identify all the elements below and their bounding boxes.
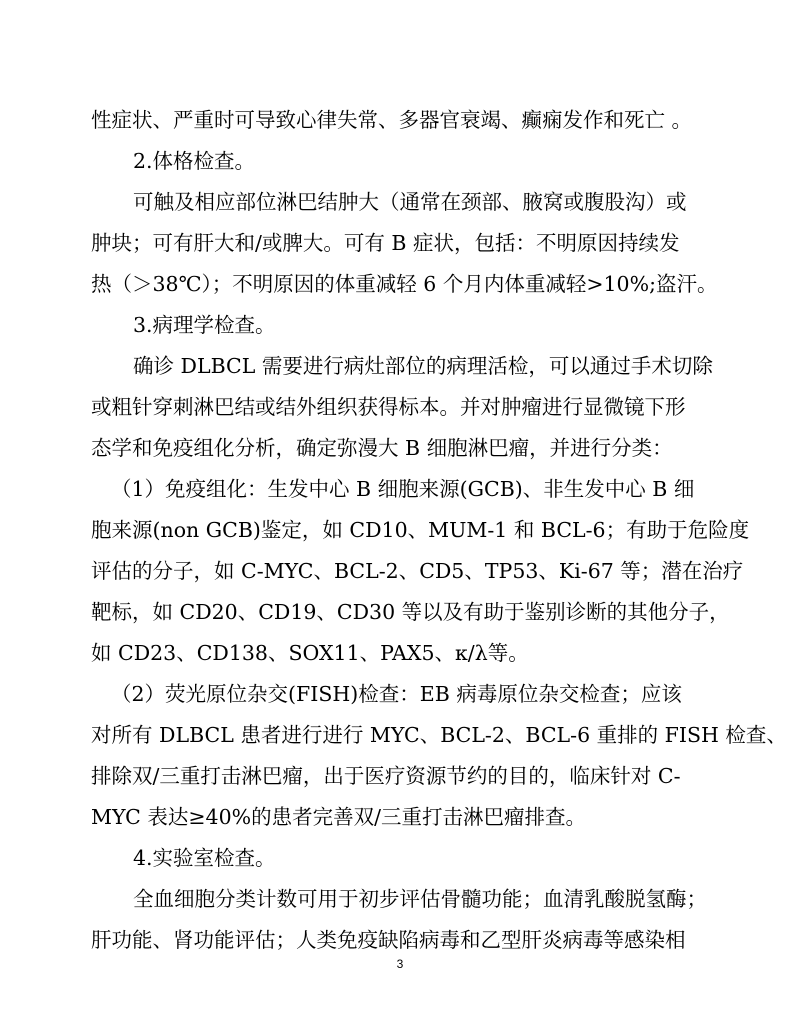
text-line: 胞来源(non GCB)鉴定，如 CD10、MUM-1 和 BCL-6；有助于危险度	[91, 518, 750, 542]
text-line: （1）免疫组化：生发中心 B 细胞来源(GCB)、非生发中心 B 细	[111, 477, 695, 501]
text-line: 排除双/三重打击淋巴瘤，出于医疗资源节约的目的，临床针对 C-	[91, 764, 681, 788]
page-number: 3	[396, 957, 404, 971]
text-line: 确诊 DLBCL 需要进行病灶部位的病理活检，可以通过手术切除	[133, 354, 713, 378]
text-line: 全血细胞分类计数可用于初步评估骨髓功能；血清乳酸脱氢酶；	[133, 887, 707, 911]
text-line: 靶标，如 CD20、CD19、CD30 等以及有助于鉴别诊断的其他分子，	[91, 600, 730, 624]
section-heading: 2.体格检查。	[133, 149, 256, 173]
text-line: MYC 表达≥40%的患者完善双/三重打击淋巴瘤排查。	[91, 805, 587, 829]
text-line: 或粗针穿刺淋巴结或结外组织获得标本。并对肿瘤进行显微镜下形	[91, 395, 686, 419]
text-line: 肝功能、肾功能评估；人类免疫缺陷病毒和乙型肝炎病毒等感染相	[91, 928, 686, 952]
text-line: 可触及相应部位淋巴结肿大（通常在颈部、腋窝或腹股沟）或	[133, 190, 687, 214]
text-line: 性症状、严重时可导致心律失常、多器官衰竭、癫痫发作和死亡 。	[91, 108, 693, 132]
text-line: 对所有 DLBCL 患者进行进行 MYC、BCL-2、BCL-6 重排的 FISH 检查、	[91, 723, 787, 747]
text-line: 如 CD23、CD138、SOX11、PAX5、κ/λ等。	[91, 641, 529, 665]
text-line: 评估的分子，如 C-MYC、BCL-2、CD5、TP53、Ki-67 等；潜在治疗	[91, 559, 744, 583]
section-heading: 4.实验室检查。	[133, 846, 276, 870]
text-line: 肿块；可有肝大和/或脾大。可有 B 症状，包括：不明原因持续发	[91, 231, 680, 255]
section-heading: 3.病理学检查。	[133, 313, 276, 337]
text-line: （2）荧光原位杂交(FISH)检查：EB 病毒原位杂交检查；应该	[111, 682, 682, 706]
text-line: 热（＞38℃）；不明原因的体重减轻 6 个月内体重减轻>10%;盗汗。	[91, 272, 718, 296]
text-line: 态学和免疫组化分析，确定弥漫大 B 细胞淋巴瘤，并进行分类：	[91, 436, 673, 460]
